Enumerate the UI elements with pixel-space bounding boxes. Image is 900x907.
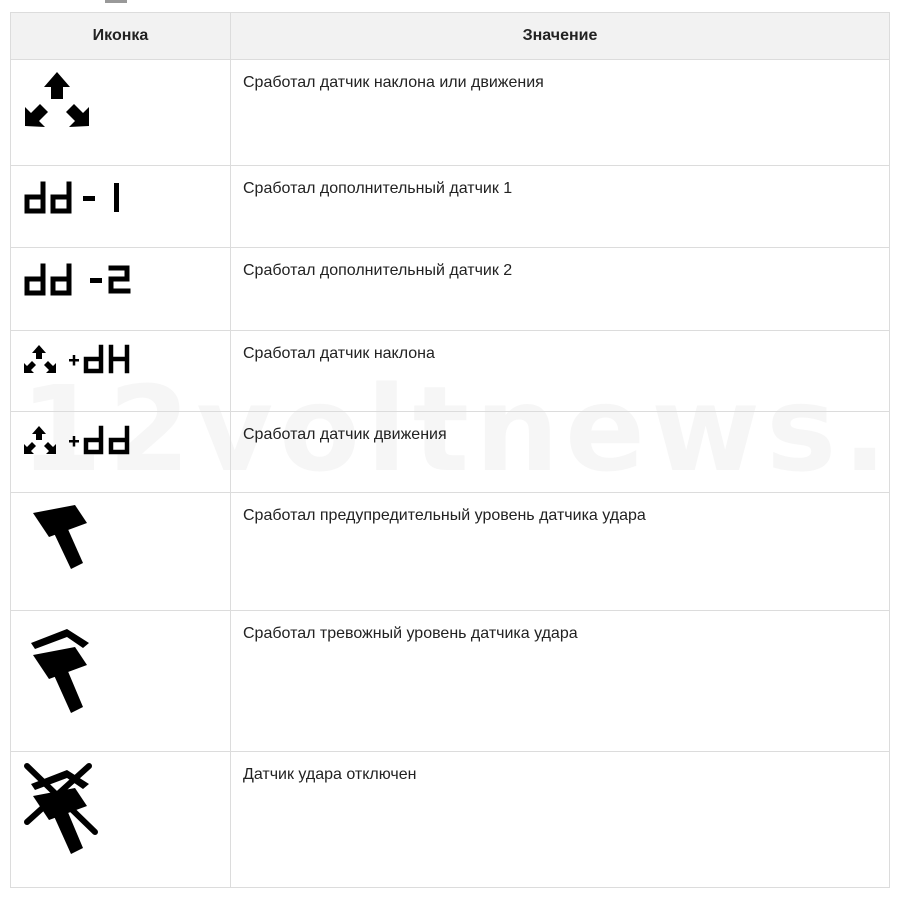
icon-cell <box>11 611 231 752</box>
table-row <box>11 166 890 248</box>
tilt-dh-icon <box>23 343 143 393</box>
dd-1-lcd-icon <box>23 178 143 228</box>
dd-2-label: dd -2 <box>23 260 26 261</box>
value-cell: Сработал дополнительный датчик 1 <box>231 166 890 248</box>
table-row <box>11 493 890 611</box>
hammer-crossed-icon <box>23 762 103 862</box>
icon-cell <box>11 412 231 493</box>
hammer-alarm-icon <box>23 621 103 721</box>
icon-cell <box>11 493 231 611</box>
value-cell: Сработал датчик наклона <box>231 331 890 412</box>
table-row <box>11 611 890 752</box>
table-row <box>11 331 890 412</box>
dh-label: + dH <box>23 343 26 344</box>
table-row <box>11 752 890 888</box>
value-cell: Сработал дополнительный датчик 2 <box>231 248 890 331</box>
icon-cell <box>11 166 231 248</box>
icon-cell <box>11 248 231 331</box>
dd-2-lcd-icon <box>23 260 143 310</box>
motion-dd-icon <box>23 424 143 474</box>
icon-cell <box>11 60 231 166</box>
value-cell: Сработал датчик движения <box>231 412 890 493</box>
tilt-motion-arrows-icon <box>23 70 93 140</box>
value-cell: Сработал датчик наклона или движения <box>231 60 890 166</box>
table-row <box>11 60 890 166</box>
value-cell: Сработал предупредительный уровень датчика удара <box>231 493 890 611</box>
icon-cell <box>11 331 231 412</box>
header-value: Значение <box>231 13 890 60</box>
top-fragment <box>10 0 130 6</box>
icon-table <box>10 12 890 888</box>
icon-cell <box>11 752 231 888</box>
table-row <box>11 412 890 493</box>
dd-1-label: dd - 1 <box>23 178 26 179</box>
table-header-row <box>11 13 890 60</box>
dd-label: + dd <box>23 424 25 425</box>
value-cell: Датчик удара отключен <box>231 752 890 888</box>
value-cell: Сработал тревожный уровень датчика удара <box>231 611 890 752</box>
hammer-icon <box>23 501 103 581</box>
header-icon: Иконка <box>11 13 231 60</box>
table-row <box>11 248 890 331</box>
